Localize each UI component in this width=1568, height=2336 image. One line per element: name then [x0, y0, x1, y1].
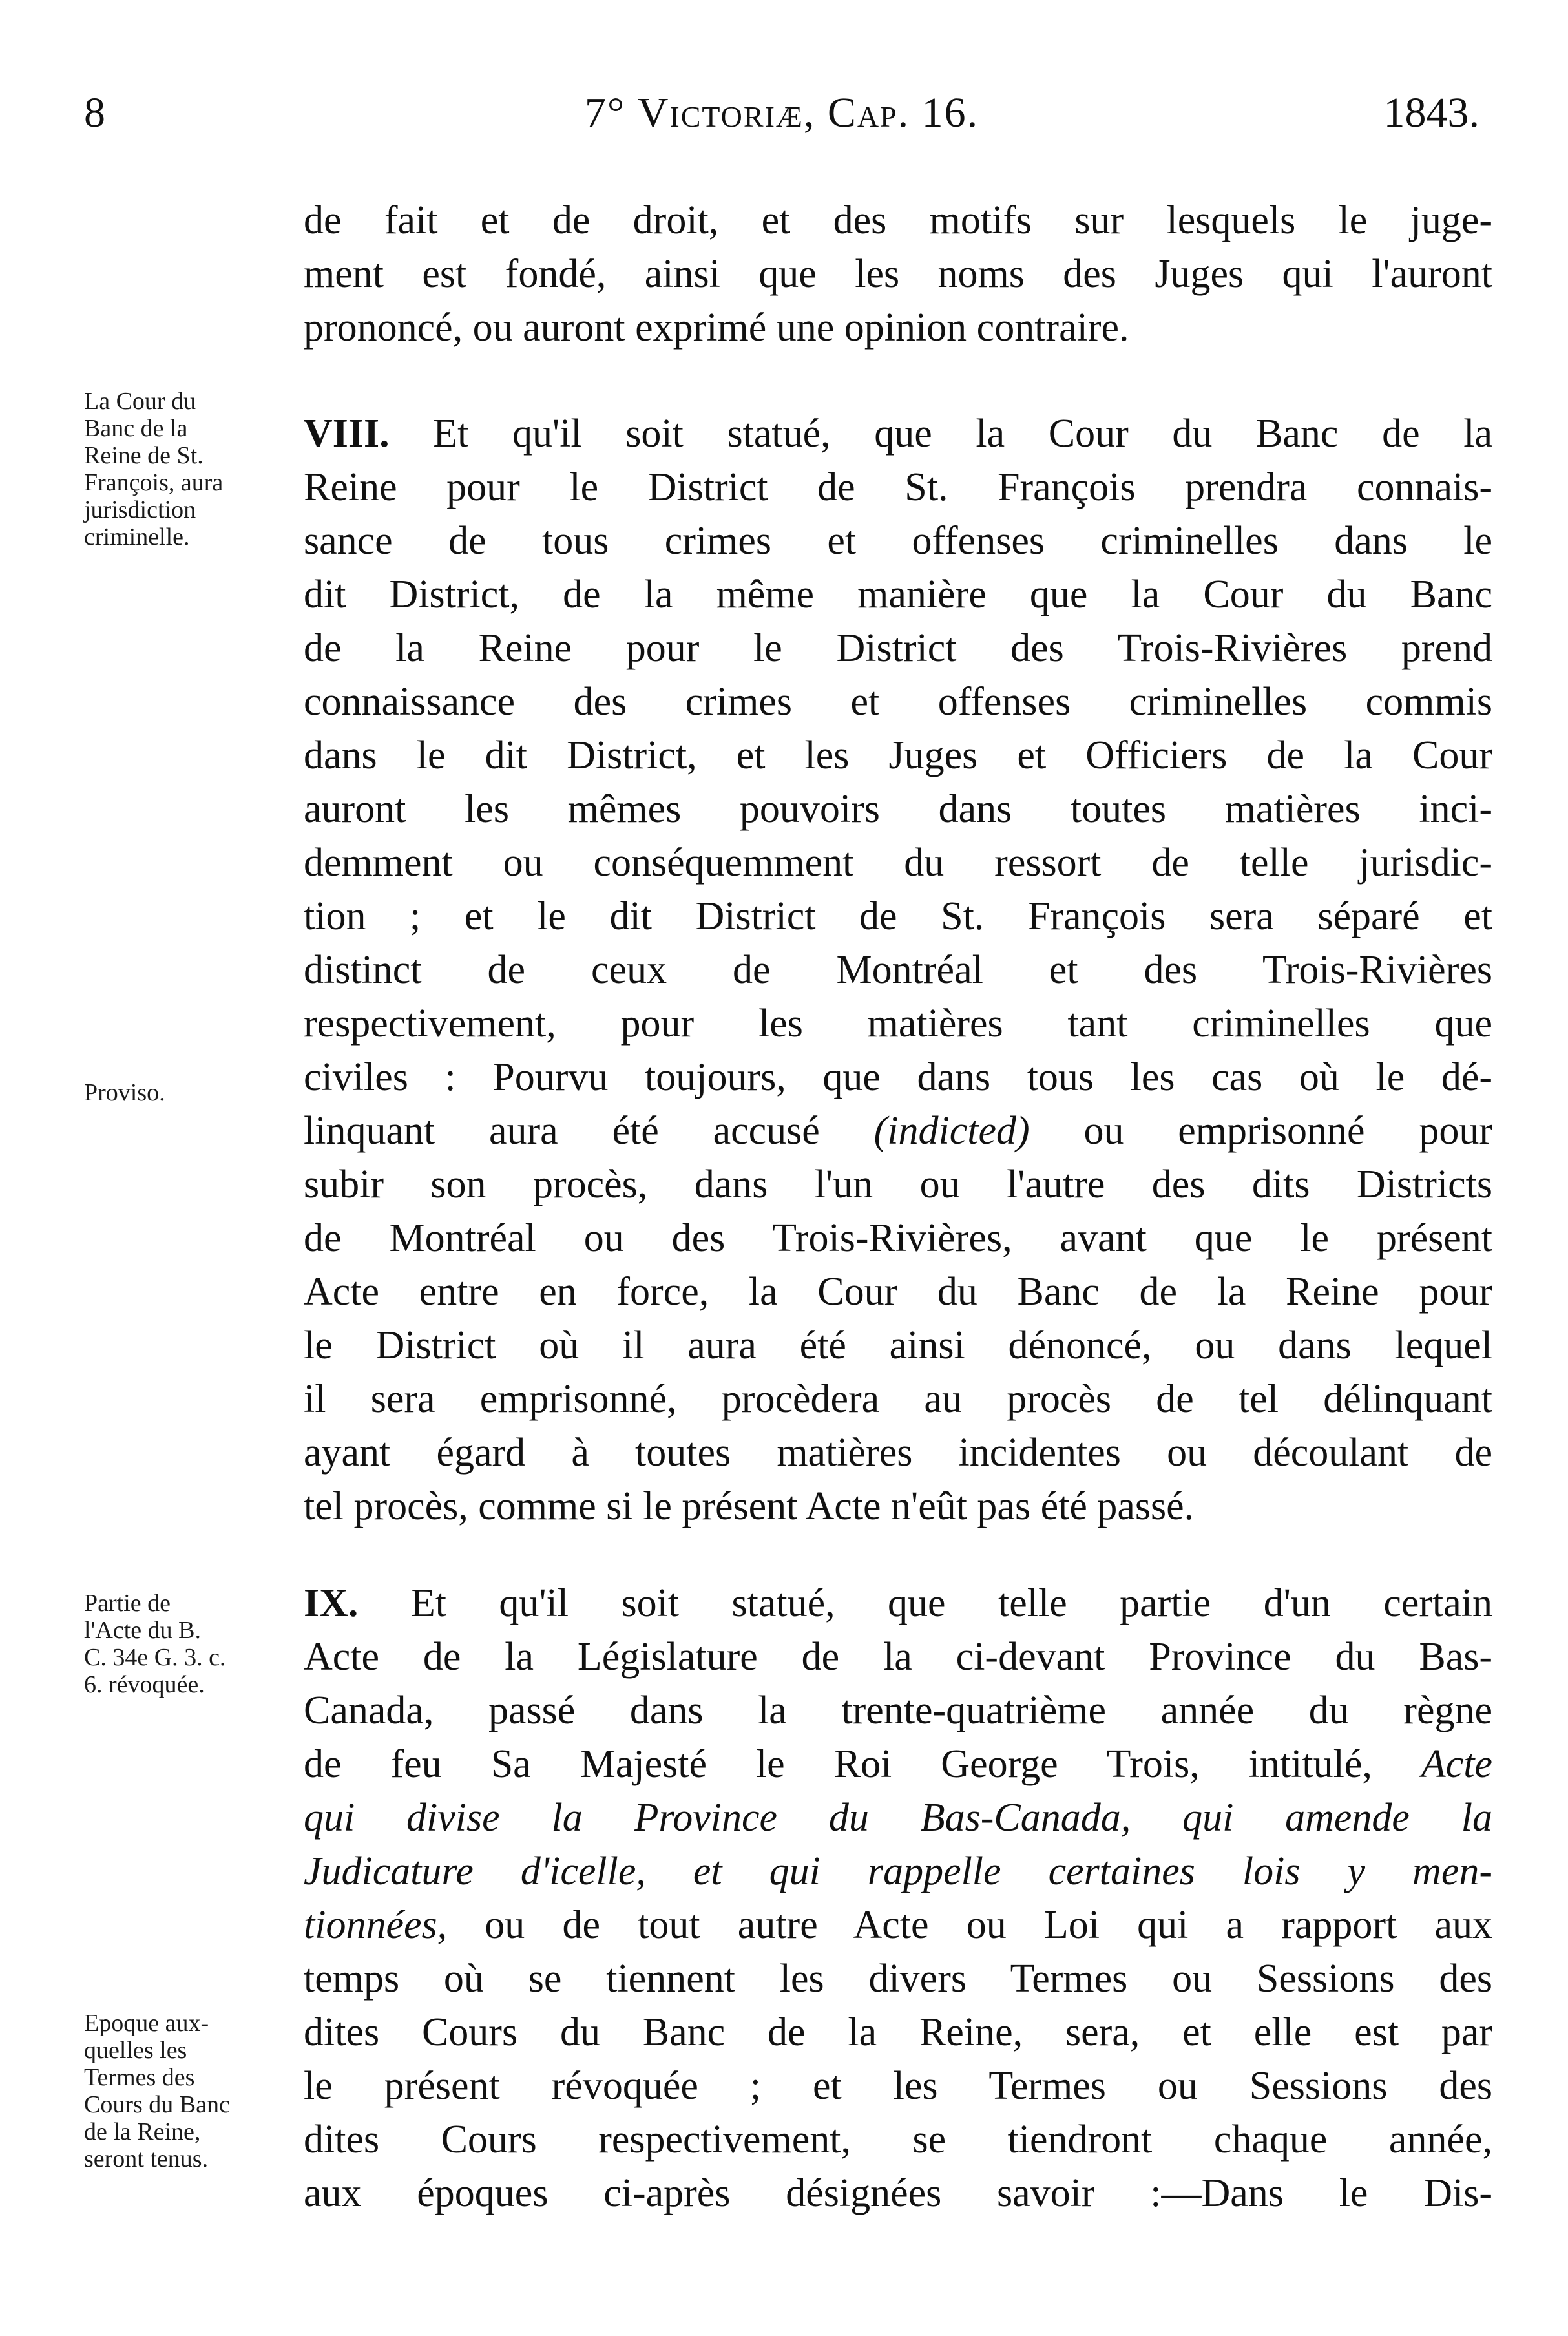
italic-title: Judicature d'icelle, et qui rappelle certaines lois y men- [304, 1849, 1492, 1893]
text-line [304, 1738, 1492, 1791]
text-line [304, 407, 1492, 461]
margin-line: Proviso. [84, 1079, 165, 1106]
running-title-victoriae: Victoriæ [637, 89, 804, 136]
running-title-prefix: 7° [584, 89, 638, 136]
text-line: de la Reine pour le District des Trois-Rivières prend [304, 626, 1492, 670]
margin-line: criminelle. [84, 523, 190, 551]
text-line: de Montréal ou des Trois-Rivières, avant que le présent [304, 1216, 1492, 1260]
text-line [304, 1899, 1492, 1952]
text-line: connaissance des crimes et offenses criminelles commis [304, 680, 1492, 724]
text-line: dites Cours respectivement, se tiendront chaque année, [304, 2118, 1492, 2162]
margin-line: C. 34e G. 3. c. [84, 1644, 226, 1671]
margin-line: quelles les [84, 2037, 187, 2064]
text-run: de feu Sa Majesté le Roi George Trois, intitulé, [304, 1742, 1421, 1786]
text-line: dites Cours du Banc de la Reine, sera, et elle est par [304, 2010, 1492, 2054]
margin-note-epoque [84, 2010, 297, 2173]
margin-note-cour-banc [84, 388, 297, 551]
text-line: Acte de la Législature de la ci-devant Province du Bas- [304, 1635, 1492, 1679]
italic-title: tionnées, [304, 1903, 448, 1947]
text-line: sance de tous crimes et offenses criminelles dans le [304, 519, 1492, 563]
running-head [84, 84, 1479, 142]
text-line [304, 1845, 1492, 1899]
margin-line: 6. révoquée. [84, 1671, 205, 1698]
italic-term: (indicted) [873, 1109, 1030, 1153]
text-line: le District où il aura été ainsi dénoncé, ou dans lequel [304, 1323, 1492, 1367]
text-line: respectivement, pour les matières tant criminelles que [304, 1002, 1492, 1046]
italic-title: qui divise la Province du Bas-Canada, qui amende la [304, 1796, 1492, 1840]
text-line: le présent révoquée ; et les Termes ou Sessions des [304, 2064, 1492, 2108]
text-line: civiles : Pourvu toujours, que dans tous les cas où le dé- [304, 1055, 1492, 1099]
margin-line: Partie de [84, 1590, 171, 1617]
text-line: auront les mêmes pouvoirs dans toutes matières inci- [304, 787, 1492, 831]
margin-note-partie-acte [84, 1590, 297, 1698]
text-line: ment est fondé, ainsi que les noms des Juges qui l'auront [304, 252, 1492, 296]
section-number: VIII. [304, 412, 390, 456]
text-line [304, 1577, 1492, 1630]
margin-line: La Cour du [84, 388, 196, 415]
margin-line: l'Acte du B. [84, 1617, 201, 1644]
text-line: subir son procès, dans l'un ou l'autre des dits Districts [304, 1163, 1492, 1206]
text-line: Reine pour le District de St. François prendra connais- [304, 465, 1492, 509]
text-line: demment ou conséquemment du ressort de telle jurisdic- [304, 841, 1492, 885]
running-title-cap: , Cap. 16. [803, 89, 979, 136]
margin-line: de la Reine, [84, 2118, 201, 2145]
text-line: Acte entre en force, la Cour du Banc de la Reine pour [304, 1270, 1492, 1314]
text-line: prononcé, ou auront exprimé une opinion contraire. [304, 306, 1129, 350]
margin-line: Cours du Banc [84, 2091, 230, 2118]
paragraph-continuation [304, 194, 1492, 355]
section-viii [304, 407, 1492, 1533]
text-line: dans le dit District, et les Juges et Officiers de la Cour [304, 733, 1492, 777]
text-line: distinct de ceux de Montréal et des Trois-Rivières [304, 948, 1492, 992]
margin-line: Banc de la [84, 415, 188, 442]
text-line: temps où se tiennent les divers Termes ou Sessions des [304, 1957, 1492, 2001]
text-run: linquant aura été accusé [304, 1109, 874, 1153]
text-line: ayant égard à toutes matières incidentes ou découlant de [304, 1431, 1492, 1475]
margin-note-proviso [84, 1079, 297, 1106]
text-line: il sera emprisonné, procèdera au procès de tel délinquant [304, 1377, 1492, 1421]
margin-line: Epoque aux- [84, 2010, 209, 2037]
text-run: Et qu'il soit statué, que la Cour du Banc de la [389, 412, 1492, 456]
text-run: ou de tout autre Acte ou Loi qui a rapport aux [447, 1903, 1492, 1947]
running-title [84, 84, 1479, 142]
text-run: Et qu'il soit statué, que telle partie d'un certain [358, 1581, 1492, 1625]
text-line [304, 1104, 1492, 1158]
text-line: aux époques ci-après désignées savoir :—Dans le Dis- [304, 2171, 1492, 2215]
section-ix [304, 1577, 1492, 2220]
section-number: IX. [304, 1581, 359, 1625]
text-line: tion ; et le dit District de St. François sera séparé et [304, 894, 1492, 938]
text-line: Canada, passé dans la trente-quatrième année du règne [304, 1689, 1492, 1732]
margin-line: seront tenus. [84, 2145, 209, 2173]
margin-line: Reine de St. [84, 442, 204, 469]
text-line: dit District, de la même manière que la Cour du Banc [304, 573, 1492, 616]
text-line: de fait et de droit, et des motifs sur lesquels le juge- [304, 198, 1492, 242]
page-number: 8 [84, 89, 105, 136]
italic-title: Acte [1421, 1742, 1492, 1786]
text-line [304, 1791, 1492, 1845]
text-run: ou emprisonné pour [1029, 1109, 1493, 1153]
margin-line: Termes des [84, 2064, 195, 2091]
margin-line: François, aura [84, 469, 224, 496]
margin-line: jurisdiction [84, 496, 196, 523]
text-line: tel procès, comme si le présent Acte n'eût pas été passé. [304, 1484, 1195, 1528]
running-year: 1843. [1383, 89, 1479, 136]
